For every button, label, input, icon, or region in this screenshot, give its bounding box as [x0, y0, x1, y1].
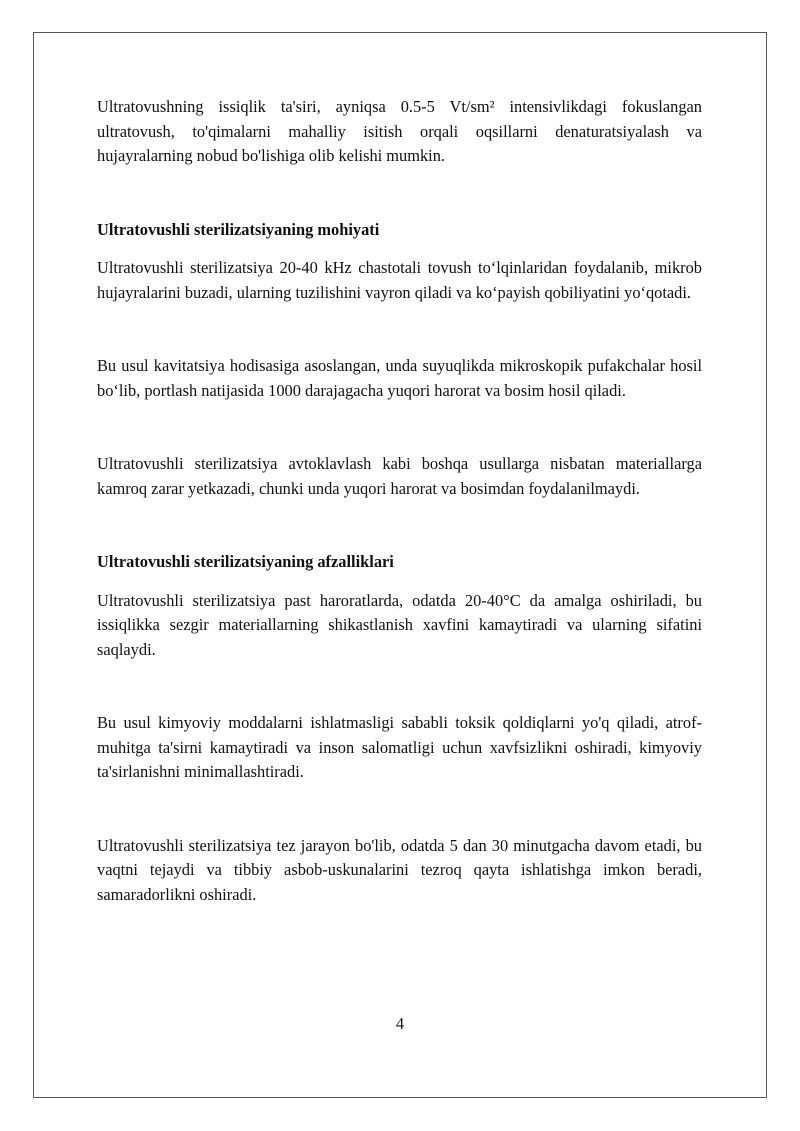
paragraph-cavitation: Bu usul kavitatsiya hodisasiga asoslangan, unda suyuqlikda mikroskopik pufakchalar hosil bo‘lib, portlash natijasida 1000 darajagacha yuqori harorat va bosim hosil qiladi.	[97, 356, 702, 400]
paragraph-thermal-effect: Ultratovushning issiqlik ta'siri, ayniqsa 0.5-5 Vt/sm² intensivlikdagi fokuslangan ultratovush, to'qimalarni mahalliy isitish orqali oqsillarni denaturatsiyalash va hujayralarning nobud bo'lishiga olib kelishi mumkin.	[97, 97, 702, 165]
paragraph-low-temperature: Ultratovushli sterilizatsiya past haroratlarda, odatda 20-40°C da amalga oshiriladi, bu issiqlikka sezgir materiallarning shikastlanish xavfini kamaytiradi va ularning sifatini saqlaydi.	[97, 590, 702, 659]
paragraph-no-chemicals: Bu usul kimyoviy moddalarni ishlatmasligi sababli toksik qoldiqlarni yo'q qiladi, atrof-muhitga ta'sirni kamaytiradi va inson salomatligi uchun xavfsizlikni oshiradi, kimyoviy ta'sirlanishni minimallashtiradi.	[97, 713, 702, 781]
heading-advantages: Ultratovushli sterilizatsiyaning afzalliklari	[97, 552, 394, 571]
paragraph-fast-process: Ultratovushli sterilizatsiya tez jarayon bo'lib, odatda 5 dan 30 minutgacha davom etadi, bu vaqtni tejaydi va tibbiy asbob-uskunalarini tezroq qayta ishlatishga imkon beradi, samaradorlikni oshiradi.	[97, 835, 702, 904]
heading-essence: Ultratovushli sterilizatsiyaning mohiyati	[97, 219, 380, 239]
page-number: 4	[395, 1014, 405, 1033]
paragraph-essence: Ultratovushli sterilizatsiya 20-40 kHz chastotali tovush to‘lqinlaridan foydalanib, mikrob hujayralarini buzadi, ularning tuzilishini vayron qiladi va ko‘payish qobiliyatini yo‘qotadi.	[97, 258, 702, 302]
page-content	[97, 95, 702, 907]
paragraph-less-damage: Ultratovushli sterilizatsiya avtoklavlash kabi boshqa usullarga nisbatan materiallarga kamroq zarar yetkazadi, chunki unda yuqori harorat va bosimdan foydalanilmaydi.	[97, 454, 702, 498]
